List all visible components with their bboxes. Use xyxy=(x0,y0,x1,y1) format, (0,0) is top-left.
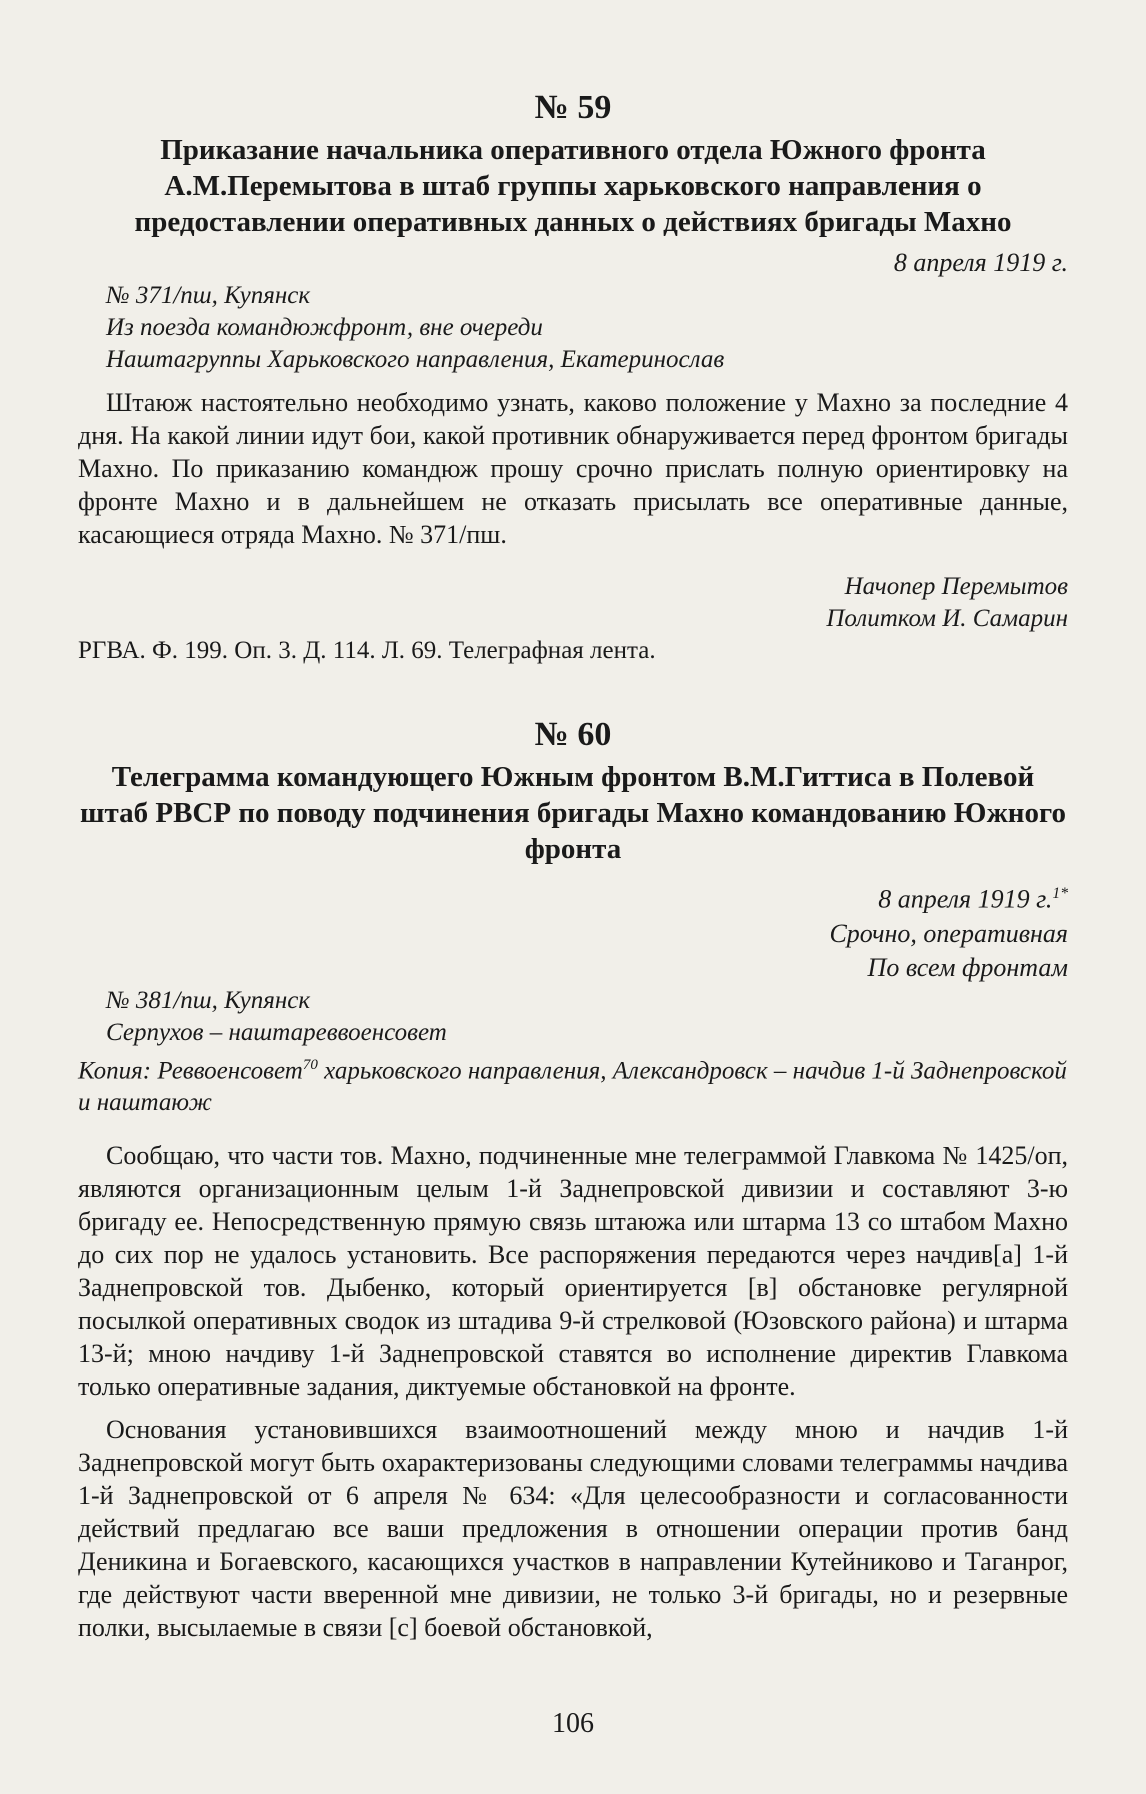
doc-59-from: Из поезда командюжфронт, вне очереди xyxy=(106,314,543,341)
doc-60-paragraph-2: Основания установившихся взаимоотношений между мною и начдив 1-й Заднепровской могут быть охарактеризованы следующими словами телеграммы начдива 1-й Заднепровской от 6 апреля № 634: «Для целесообразности и согласованности действий предлагаю все ваши предложения в отношении операции против банд Деникина и Богаевского, касающихся участков в направлении Кутейниково и Таганрог, где действуют части вверенной мне дивизии, не только 3-й бригады, но и резервные полки, высылаемые в связи [с] боевой обстановкой, xyxy=(78,1414,1068,1642)
doc-60-date: 8 апреля 1919 г. xyxy=(878,884,1053,914)
doc-59-number: № 59 xyxy=(534,89,612,126)
doc-59-body: Штаюж настоятельно необходимо узнать, каково положение у Махно за последние 4 дня. На какой линии идут бои, какой противник обнаруживается перед фронтом бригады Махно. По приказанию командюж прошу срочно прислать полную ориентировку на фронте Махно и в дальнейшем не отказать присылать все оперативные данные, касающиеся отряда Махно. № 371/пш. xyxy=(78,388,1068,549)
doc-60-copy xyxy=(78,1049,1068,1119)
doc-59-date: 8 апреля 1919 г. xyxy=(893,248,1068,277)
doc-60-date-line xyxy=(78,877,1068,917)
doc-60-scope: По всем фронтам xyxy=(867,952,1068,982)
doc-60-urgency: Срочно, оперативная xyxy=(829,918,1068,948)
document-59 xyxy=(78,88,1068,667)
doc-60-route: Серпухов – наштареввоенсовет xyxy=(106,1018,447,1046)
page-content xyxy=(78,88,1068,1644)
doc-59-signature-2: Политком И. Самарин xyxy=(826,605,1068,632)
doc-60-title: Телеграмма командующего Южным фронтом В.М.Гиттиса в Полевой штаб РВСР по поводу подчинения бригады Махно командованию Южного фронта xyxy=(80,761,1066,865)
page-number: 106 xyxy=(552,1708,594,1739)
doc-59-ref: № 371/пш, Купянск xyxy=(106,282,311,309)
doc-60-copy-post: харьковского направления, Александровск – начдив 1-й Заднепровской и наштаюж xyxy=(78,1056,1067,1116)
doc-59-title: Приказание начальника оперативного отдела Южного фронта А.М.Перемытова в штаб группы харьковского направления о предоставлении оперативных данных о действиях бригады Махно xyxy=(134,134,1012,238)
doc-59-to: Наштагруппы Харьковского направления, Екатеринослав xyxy=(106,346,725,373)
doc-60-copy-pre: Копия: Реввоенсовет xyxy=(78,1056,303,1084)
doc-60-number: № 60 xyxy=(534,716,612,753)
doc-60-ref: № 381/пш, Купянск xyxy=(106,986,311,1014)
doc-60-paragraph-1: Сообщаю, что части тов. Махно, подчиненные мне телеграммой Главкома № 1425/оп, являются организационным целым 1-й Заднепровской дивизии и составляют 3-ю бригаду ее. Непосредственную прямую связь штаюжа или штарма 13 со штабом Махно до сих пор не удалось установить. Все распоряжения передаются через начдив[а] 1-й Заднепровской тов. Дыбенко, который ориентируется [в] обстановке регулярной посылкой оперативных сводок из штадива 9-й стрелковой (Юзовского района) и штарма 13-й; мною начдиву 1-й Заднепровской ставятся во исполнение директив Главкома только оперативные задания, диктуемые обстановкой на фронте. xyxy=(78,1140,1068,1401)
doc-59-source: РГВА. Ф. 199. Оп. 3. Д. 114. Л. 69. Телеграфная лента. xyxy=(78,637,656,664)
doc-60-date-note: 1* xyxy=(1052,885,1068,902)
document-60 xyxy=(78,715,1068,1644)
doc-59-signature-1: Начопер Перемытов xyxy=(844,573,1068,600)
doc-60-copy-note: 70 xyxy=(302,1056,318,1073)
